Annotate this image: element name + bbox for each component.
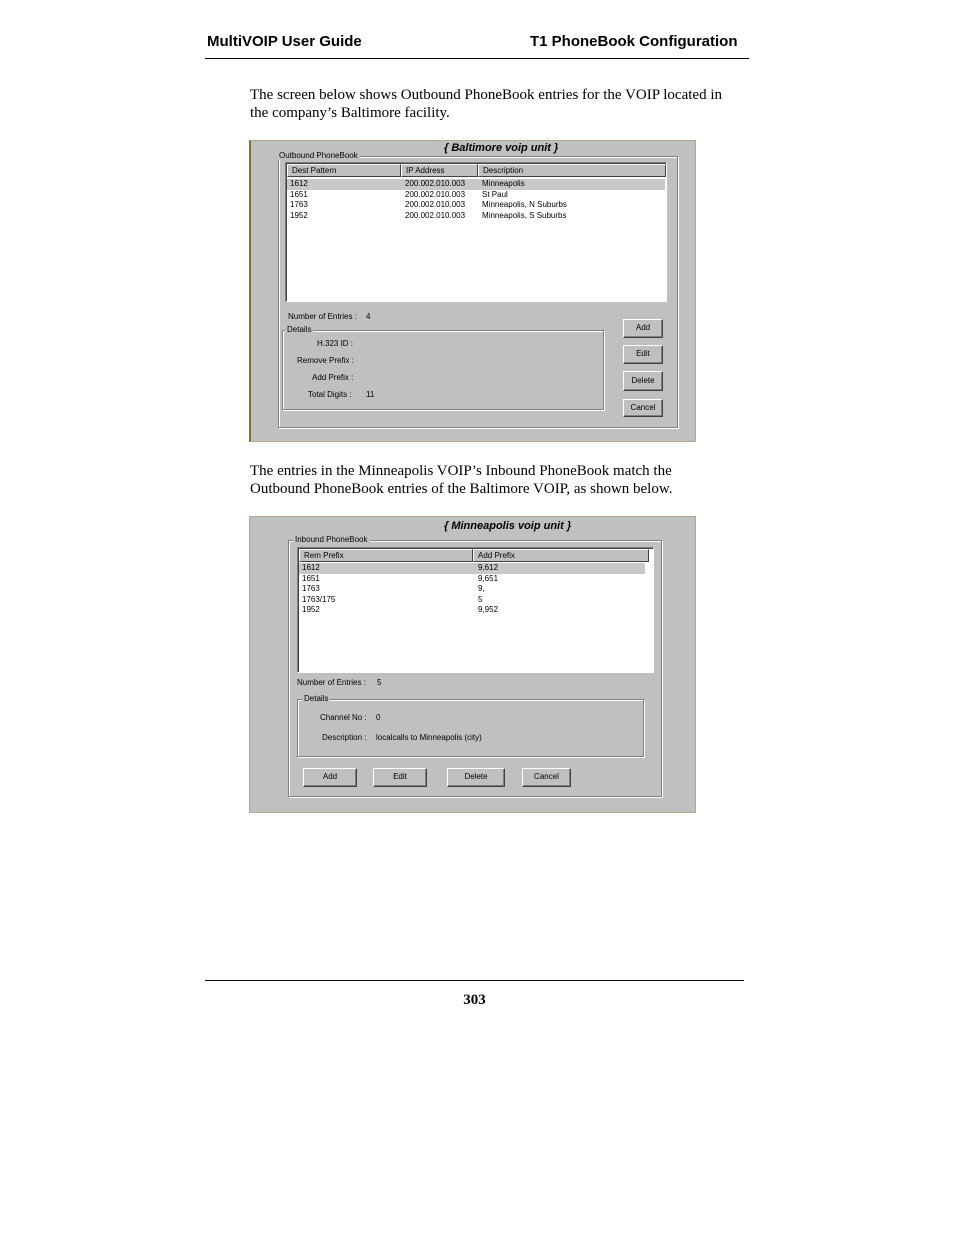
unit-title: { Minneapolis voip unit }	[444, 520, 572, 532]
delete-button[interactable]: Delete	[623, 371, 663, 391]
table-row[interactable]: 1763/175 5	[302, 594, 483, 604]
inbound-paragraph	[250, 462, 750, 498]
details-frame	[297, 699, 644, 757]
table-row[interactable]: 1763 200.002.010.003 Minneapolis, N Suburbs	[290, 200, 567, 209]
table-row[interactable]: 1651 9,651	[302, 573, 499, 583]
column-header-ip-address[interactable]: IP Address	[401, 164, 478, 177]
table-row[interactable]: 1651 200.002.010.003 St Paul	[290, 189, 508, 199]
number-of-entries-value: 4	[366, 312, 371, 321]
description-label: Description :	[322, 733, 367, 742]
cancel-button[interactable]: Cancel	[623, 399, 663, 417]
inbound-phonebook-screenshot	[249, 516, 696, 813]
number-of-entries-label: Number of Entries :	[288, 312, 357, 321]
intro-line-2: the company’s Baltimore facility.	[250, 105, 450, 121]
outbound-phonebook-screenshot	[249, 140, 696, 442]
table-row[interactable]: 1763 9,	[302, 584, 485, 593]
number-of-entries-value: 5	[377, 678, 382, 687]
column-header-add-prefix[interactable]: Add Prefix	[473, 549, 649, 562]
cancel-button[interactable]: Cancel	[522, 768, 571, 787]
add-prefix-label: Add Prefix :	[312, 373, 354, 382]
inbound-line-2: Outbound PhoneBook entries of the Baltimore VOIP, as shown below.	[250, 481, 673, 497]
unit-title: { Baltimore voip unit }	[444, 142, 559, 154]
delete-button[interactable]: Delete	[447, 768, 505, 787]
footer-rule	[205, 980, 744, 981]
inbound-line-1: The entries in the Minneapolis VOIP’s Inbound PhoneBook match the	[250, 463, 672, 479]
running-header-left: MultiVOIP User Guide	[207, 33, 362, 50]
total-digits-value: 11	[366, 390, 375, 399]
edit-button[interactable]: Edit	[623, 345, 663, 364]
add-button[interactable]: Add	[303, 768, 357, 787]
outbound-list[interactable]	[285, 162, 667, 302]
remove-prefix-label: Remove Prefix :	[297, 356, 354, 365]
details-label: Details	[287, 325, 312, 334]
channel-no-label: Channel No :	[320, 713, 367, 722]
page-number: 303	[463, 992, 486, 1008]
table-row[interactable]: 1952 9,952	[302, 605, 499, 614]
channel-no-value: 0	[376, 713, 381, 722]
intro-line-1: The screen below shows Outbound PhoneBook entries for the VOIP located in	[250, 87, 722, 103]
inbound-list[interactable]	[297, 547, 654, 673]
inbound-group-label: Inbound PhoneBook	[295, 535, 368, 544]
number-of-entries-label: Number of Entries :	[297, 678, 366, 687]
add-button[interactable]: Add	[623, 319, 663, 338]
description-value: localcalls to Minneapolis (city)	[376, 733, 482, 742]
intro-paragraph	[250, 86, 750, 122]
h323-id-label: H.323 ID :	[317, 339, 354, 348]
total-digits-label: Total Digits :	[308, 390, 352, 399]
column-header-rem-prefix[interactable]: Rem Prefix	[299, 549, 473, 562]
table-row[interactable]: 1952 200.002.010.003 Minneapolis, S Suburbs	[290, 210, 567, 220]
details-label: Details	[304, 694, 329, 703]
outbound-group-label: Outbound PhoneBook	[279, 151, 358, 160]
column-header-description[interactable]: Description	[478, 164, 666, 177]
edit-button[interactable]: Edit	[373, 768, 427, 787]
table-row[interactable]: 1612 9,612	[299, 563, 645, 574]
column-header-dest-pattern[interactable]: Dest Pattern	[287, 164, 401, 177]
table-row[interactable]: 1612 200.002.010.003 Minneapolis	[287, 179, 665, 190]
header-rule	[205, 58, 749, 59]
running-header-right: T1 PhoneBook Configuration	[530, 33, 738, 50]
